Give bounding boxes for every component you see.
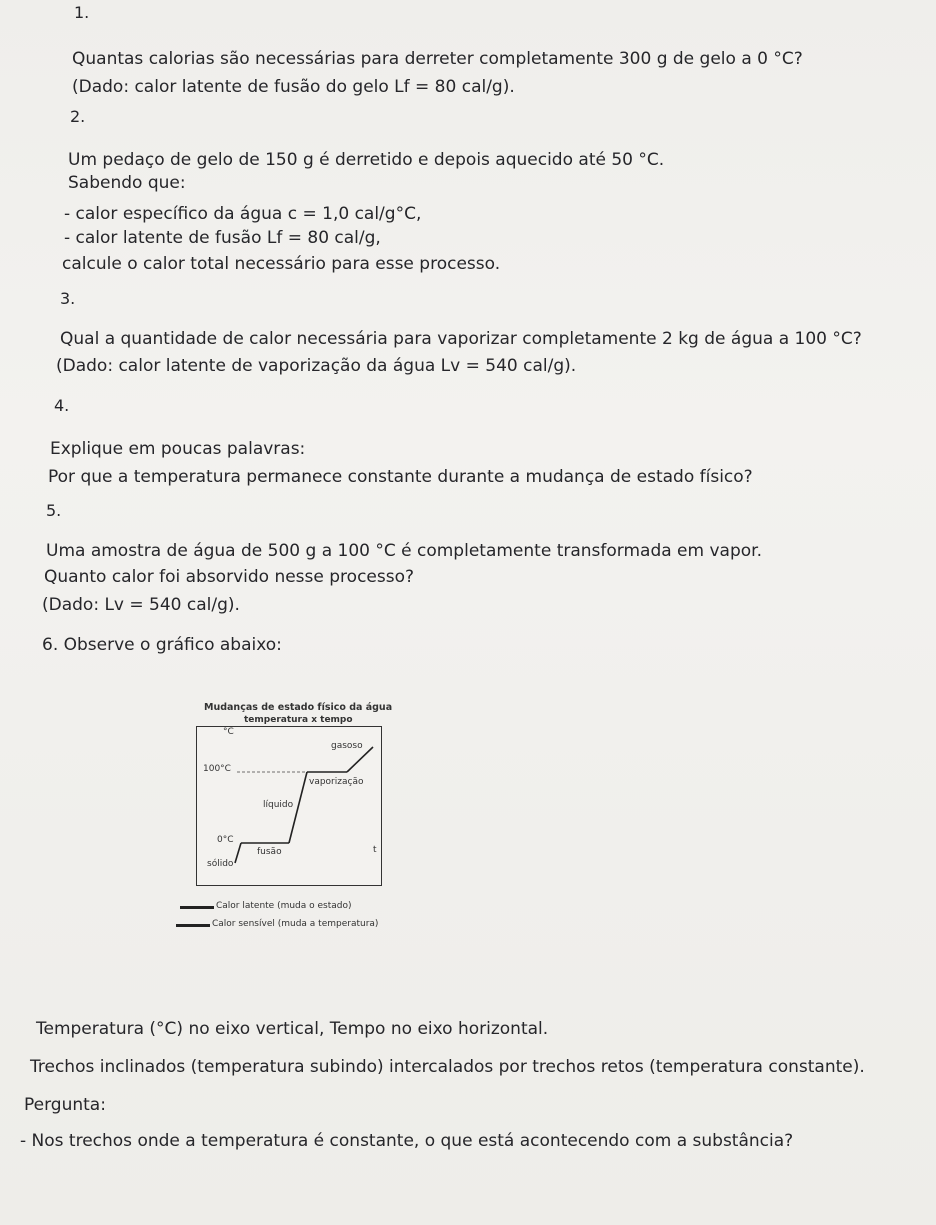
question-5-question: Quanto calor foi absorvido nesse processo? — [44, 567, 415, 587]
question-4-text: Por que a temperatura permanece constante durante a mudança de estado físico? — [48, 467, 753, 487]
diagram-subtitle: temperatura x tempo — [244, 715, 353, 725]
legend-sensible-label: Calor sensível (muda a temperatura) — [212, 919, 379, 929]
question-2-text: Um pedaço de gelo de 150 g é derretido e depois aquecido até 50 °C. — [68, 150, 665, 170]
label-vaporizacao: vaporização — [309, 777, 364, 787]
question-6-pergunta-label: Pergunta: — [24, 1095, 106, 1115]
label-0c: 0°C — [217, 835, 234, 845]
question-1-number: 1. — [74, 3, 90, 22]
question-5-data: (Dado: Lv = 540 cal/g). — [42, 595, 240, 615]
question-5-number: 5. — [46, 501, 62, 520]
label-liquido: líquido — [263, 800, 294, 810]
label-fusao: fusão — [257, 847, 282, 857]
label-100c: 100°C — [203, 764, 231, 774]
question-4-number: 4. — [54, 396, 70, 415]
diagram-title: Mudanças de estado físico da água — [204, 702, 393, 713]
segment-solid-heating — [235, 843, 241, 863]
legend-sensible-swatch — [176, 924, 210, 927]
question-1-data: (Dado: calor latente de fusão do gelo Lf = 80 cal/g). — [72, 77, 515, 97]
question-3-text: Qual a quantidade de calor necessária para vaporizar completamente 2 kg de água a 100 °C? — [60, 329, 862, 349]
y-axis-unit: °C — [223, 727, 234, 737]
legend-latent-label: Calor latente (muda o estado) — [216, 901, 352, 911]
question-3-data: (Dado: calor latente de vaporização da água Lv = 540 cal/g). — [56, 356, 577, 376]
question-1-text: Quantas calorias são necessárias para derreter completamente 300 g de gelo a 0 °C? — [72, 49, 803, 69]
question-2-given-heading: Sabendo que: — [68, 173, 186, 193]
question-2-given-latent-heat: - calor latente de fusão Lf = 80 cal/g, — [64, 228, 381, 248]
phase-diagram — [196, 726, 382, 886]
label-t: t — [373, 845, 377, 855]
question-6-heading: 6. Observe o gráfico abaixo: — [42, 635, 282, 655]
question-4-intro: Explique em poucas palavras: — [50, 439, 306, 459]
label-gasoso: gasoso — [331, 741, 363, 751]
question-2-number: 2. — [70, 107, 86, 126]
legend-latent-swatch — [180, 906, 214, 909]
diagram-description-axes: Temperatura (°C) no eixo vertical, Tempo no eixo horizontal. — [36, 1019, 549, 1039]
question-5-text: Uma amostra de água de 500 g a 100 °C é completamente transformada em vapor. — [46, 541, 762, 561]
question-2-given-specific-heat: - calor específico da água c = 1,0 cal/g°C, — [64, 204, 422, 224]
question-6-text: - Nos trechos onde a temperatura é constante, o que está acontecendo com a substância? — [20, 1131, 794, 1151]
question-3-number: 3. — [60, 289, 76, 308]
diagram-description-segments: Trechos inclinados (temperatura subindo) intercalados por trechos retos (temperatura constante). — [30, 1057, 865, 1077]
question-2-instruction: calcule o calor total necessário para esse processo. — [62, 254, 501, 274]
label-solido: sólido — [207, 859, 234, 869]
